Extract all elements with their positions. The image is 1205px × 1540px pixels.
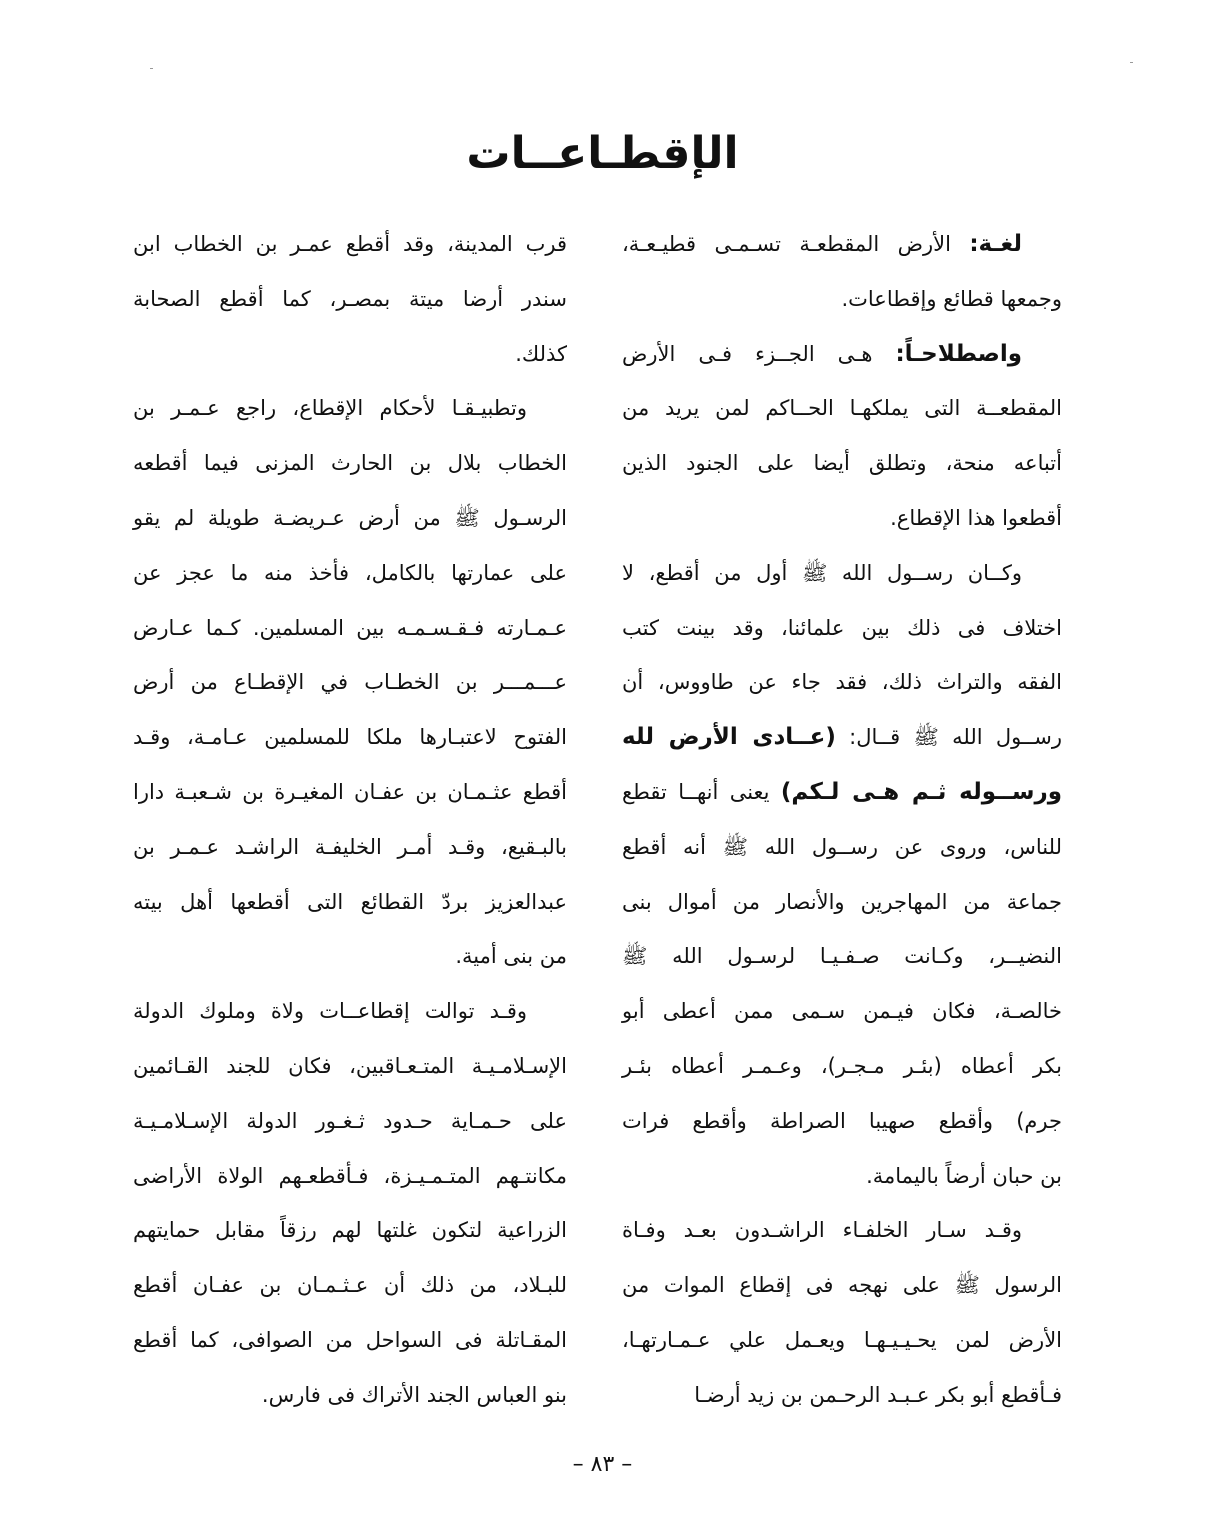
text-segment: يعنى أنهــا تقطع <box>622 779 781 804</box>
text-line <box>133 441 567 496</box>
text-segment: عـمـارته فـقـسـمـه بين المسلمين. كـما عـارض <box>133 615 567 640</box>
text-segment: جماعة من المهاجرين والأنصار من أموال بنى <box>622 889 1062 914</box>
text-segment: بالبـقيع، وقـد أمـر الخليفـة الراشـد عـمـر بن <box>133 834 567 859</box>
text-segment: أقطع عثـمـان بن عفـان المغيـرة بن شـعبـة دارا <box>133 779 567 804</box>
bold-term: واصطلاحـاً: <box>895 340 1022 367</box>
text-line <box>622 825 1062 880</box>
text-line <box>622 606 1062 661</box>
text-segment: الأرض لمن يحـيـيـهـا ويعـمل علي عـمـارتهـا، <box>622 1327 1062 1352</box>
text-segment: اختلاف فى ذلك بين علمائنا، وقد بينت كتب <box>622 615 1062 640</box>
text-segment: الإسـلامـيـة المتـعـاقبين، فكان للجند القـائمين <box>133 1053 567 1078</box>
text-line <box>133 989 567 1044</box>
text-line <box>622 1318 1062 1373</box>
text-segment: هـى الجــزء فـى الأرض <box>622 341 896 366</box>
text-segment: وقـد توالت إقطاعــات ولاة وملوك الدولة <box>133 999 527 1024</box>
text-line <box>133 880 567 935</box>
text-line <box>622 1263 1062 1318</box>
text-line <box>622 989 1062 1044</box>
text-line <box>133 1373 567 1428</box>
text-line <box>133 1154 567 1209</box>
text-segment: وكــان رســول الله ﷺ أول من أقطع، لا <box>622 560 1022 585</box>
text-segment: النضيــر، وكـانت صـفـيـا لرسـول الله ﷺ <box>622 944 1062 969</box>
text-line <box>133 825 567 880</box>
text-segment: وجمعها قطائع وإقطاعات. <box>841 286 1062 311</box>
text-line <box>622 1099 1062 1154</box>
text-line <box>622 1044 1062 1099</box>
text-segment: أتباعه منحة، وتطلق أيضا على الجنود الذين <box>622 451 1062 476</box>
text-line <box>622 277 1062 332</box>
text-segment: على حـمـاية حـدود ثـغـور الدولة الإسـلامـيـة <box>133 1108 567 1133</box>
text-line <box>133 606 567 661</box>
bold-term: ورســوله ثـم هـى لـكم) <box>780 778 1062 805</box>
text-segment: من بنى أمية. <box>455 944 567 969</box>
text-line <box>133 1263 567 1318</box>
text-segment: جرم) وأقطع صهيبا الصراطة وأقطع فرات <box>622 1108 1062 1133</box>
text-line <box>622 934 1062 989</box>
text-segment: الرسـول ﷺ من أرض عـريضـة طويلة لم يقو <box>133 505 567 530</box>
text-segment: الفقه والتراث ذلك، فقد جاء عن طاووس، أن <box>622 670 1062 695</box>
text-line <box>622 660 1062 715</box>
text-segment: فـأقطع أبو بكر عـبـد الرحـمن بن زيد أرضـا <box>694 1382 1062 1407</box>
text-line <box>133 715 567 770</box>
text-segment: للبـلاد، من ذلك أن عـثـمـان بن عفـان أقطع <box>133 1273 567 1298</box>
text-line <box>133 934 567 989</box>
text-segment: وتطبيـقـا لأحكام الإقطاع، راجع عـمـر بن <box>133 396 527 421</box>
text-segment: أقطعوا هذا الإقطاع. <box>890 505 1062 530</box>
text-line <box>133 277 567 332</box>
text-line <box>622 1373 1062 1428</box>
text-segment: الزراعية لتكون غلتها لهم رزقاً مقابل حمايتهم <box>133 1218 567 1243</box>
text-line <box>622 551 1062 606</box>
text-line <box>622 1208 1062 1263</box>
text-line <box>133 770 567 825</box>
text-segment: خالصـة، فكان فيـمن سـمى ممن أعطى أبو <box>622 999 1062 1024</box>
text-segment: للناس، وروى عن رســول الله ﷺ أنه أقطع <box>622 834 1062 859</box>
text-segment: بن حبان أرضاً باليمامة. <box>866 1163 1062 1188</box>
text-segment: الرسول ﷺ على نهجه فى إقطاع الموات من <box>622 1273 1062 1298</box>
text-line <box>133 496 567 551</box>
right-column <box>622 222 1062 1428</box>
text-line <box>622 222 1062 277</box>
text-segment: المقـاتلة فى السواحل من الصوافى، كما أقطع <box>133 1327 567 1352</box>
text-line <box>133 332 567 387</box>
text-segment: على عمارتها بالكامل، فأخذ منه ما عجز عن <box>133 560 567 585</box>
text-line <box>622 441 1062 496</box>
bold-term: (عــادى الأرض لله <box>622 724 836 751</box>
text-segment: عبدالعزيز بردّ القطائع التى أقطعها أهل بيته <box>133 889 567 914</box>
page-title: الإقطـاعــات <box>466 128 739 179</box>
text-segment: عـــمـــر بن الخطـاب في الإقطـاع من أرض <box>133 670 567 695</box>
scan-speck <box>150 68 153 69</box>
text-segment: الأرض المقطعـة تسـمـى قطيـعـة، <box>622 232 970 256</box>
scan-speck <box>1130 62 1133 63</box>
text-segment: قرب المدينة، وقد أقطع عمـر بن الخطاب ابن <box>133 232 567 256</box>
text-segment: بنو العباس الجند الأتراك فى فارس. <box>261 1382 567 1407</box>
text-segment: سندر أرضا ميتة بمصـر، كما أقطع الصحابة <box>133 286 567 311</box>
text-line <box>133 1208 567 1263</box>
text-segment: المقطعــة التى يملكهـا الحــاكم لمن يريد من <box>622 396 1062 421</box>
text-line <box>622 1154 1062 1209</box>
text-line <box>133 1044 567 1099</box>
text-line <box>622 496 1062 551</box>
text-line <box>133 660 567 715</box>
text-segment: كذلك. <box>515 341 567 366</box>
text-line <box>133 1099 567 1154</box>
text-line <box>622 770 1062 825</box>
left-column <box>133 222 567 1428</box>
text-segment: مكانتـهم المتـمـيـزة، فـأقطعـهم الولاة الأراضى <box>133 1163 567 1188</box>
text-segment: وقـد سـار الخلفـاء الراشـدون بعـد وفـاة <box>622 1218 1022 1243</box>
text-line <box>622 880 1062 935</box>
text-line <box>622 386 1062 441</box>
text-line <box>133 551 567 606</box>
text-segment: بكر أعطاه (بئـر مـجـر)، وعـمـر أعطاه بئـر <box>622 1053 1062 1078</box>
text-line <box>622 715 1062 770</box>
text-line <box>622 332 1062 387</box>
bold-term: لغـة: <box>969 231 1022 257</box>
text-segment: الفتوح لاعتبـارها ملكا للمسلمين عـامـة، وقـد <box>133 725 567 750</box>
page-number: – ٨٣ – <box>572 1452 633 1477</box>
text-line <box>133 386 567 441</box>
text-segment: رســول الله ﷺ قــال: <box>835 725 1062 750</box>
text-line <box>133 1318 567 1373</box>
text-line <box>133 222 567 277</box>
text-segment: الخطاب بلال بن الحارث المزنى فيما أقطعه <box>133 451 567 476</box>
